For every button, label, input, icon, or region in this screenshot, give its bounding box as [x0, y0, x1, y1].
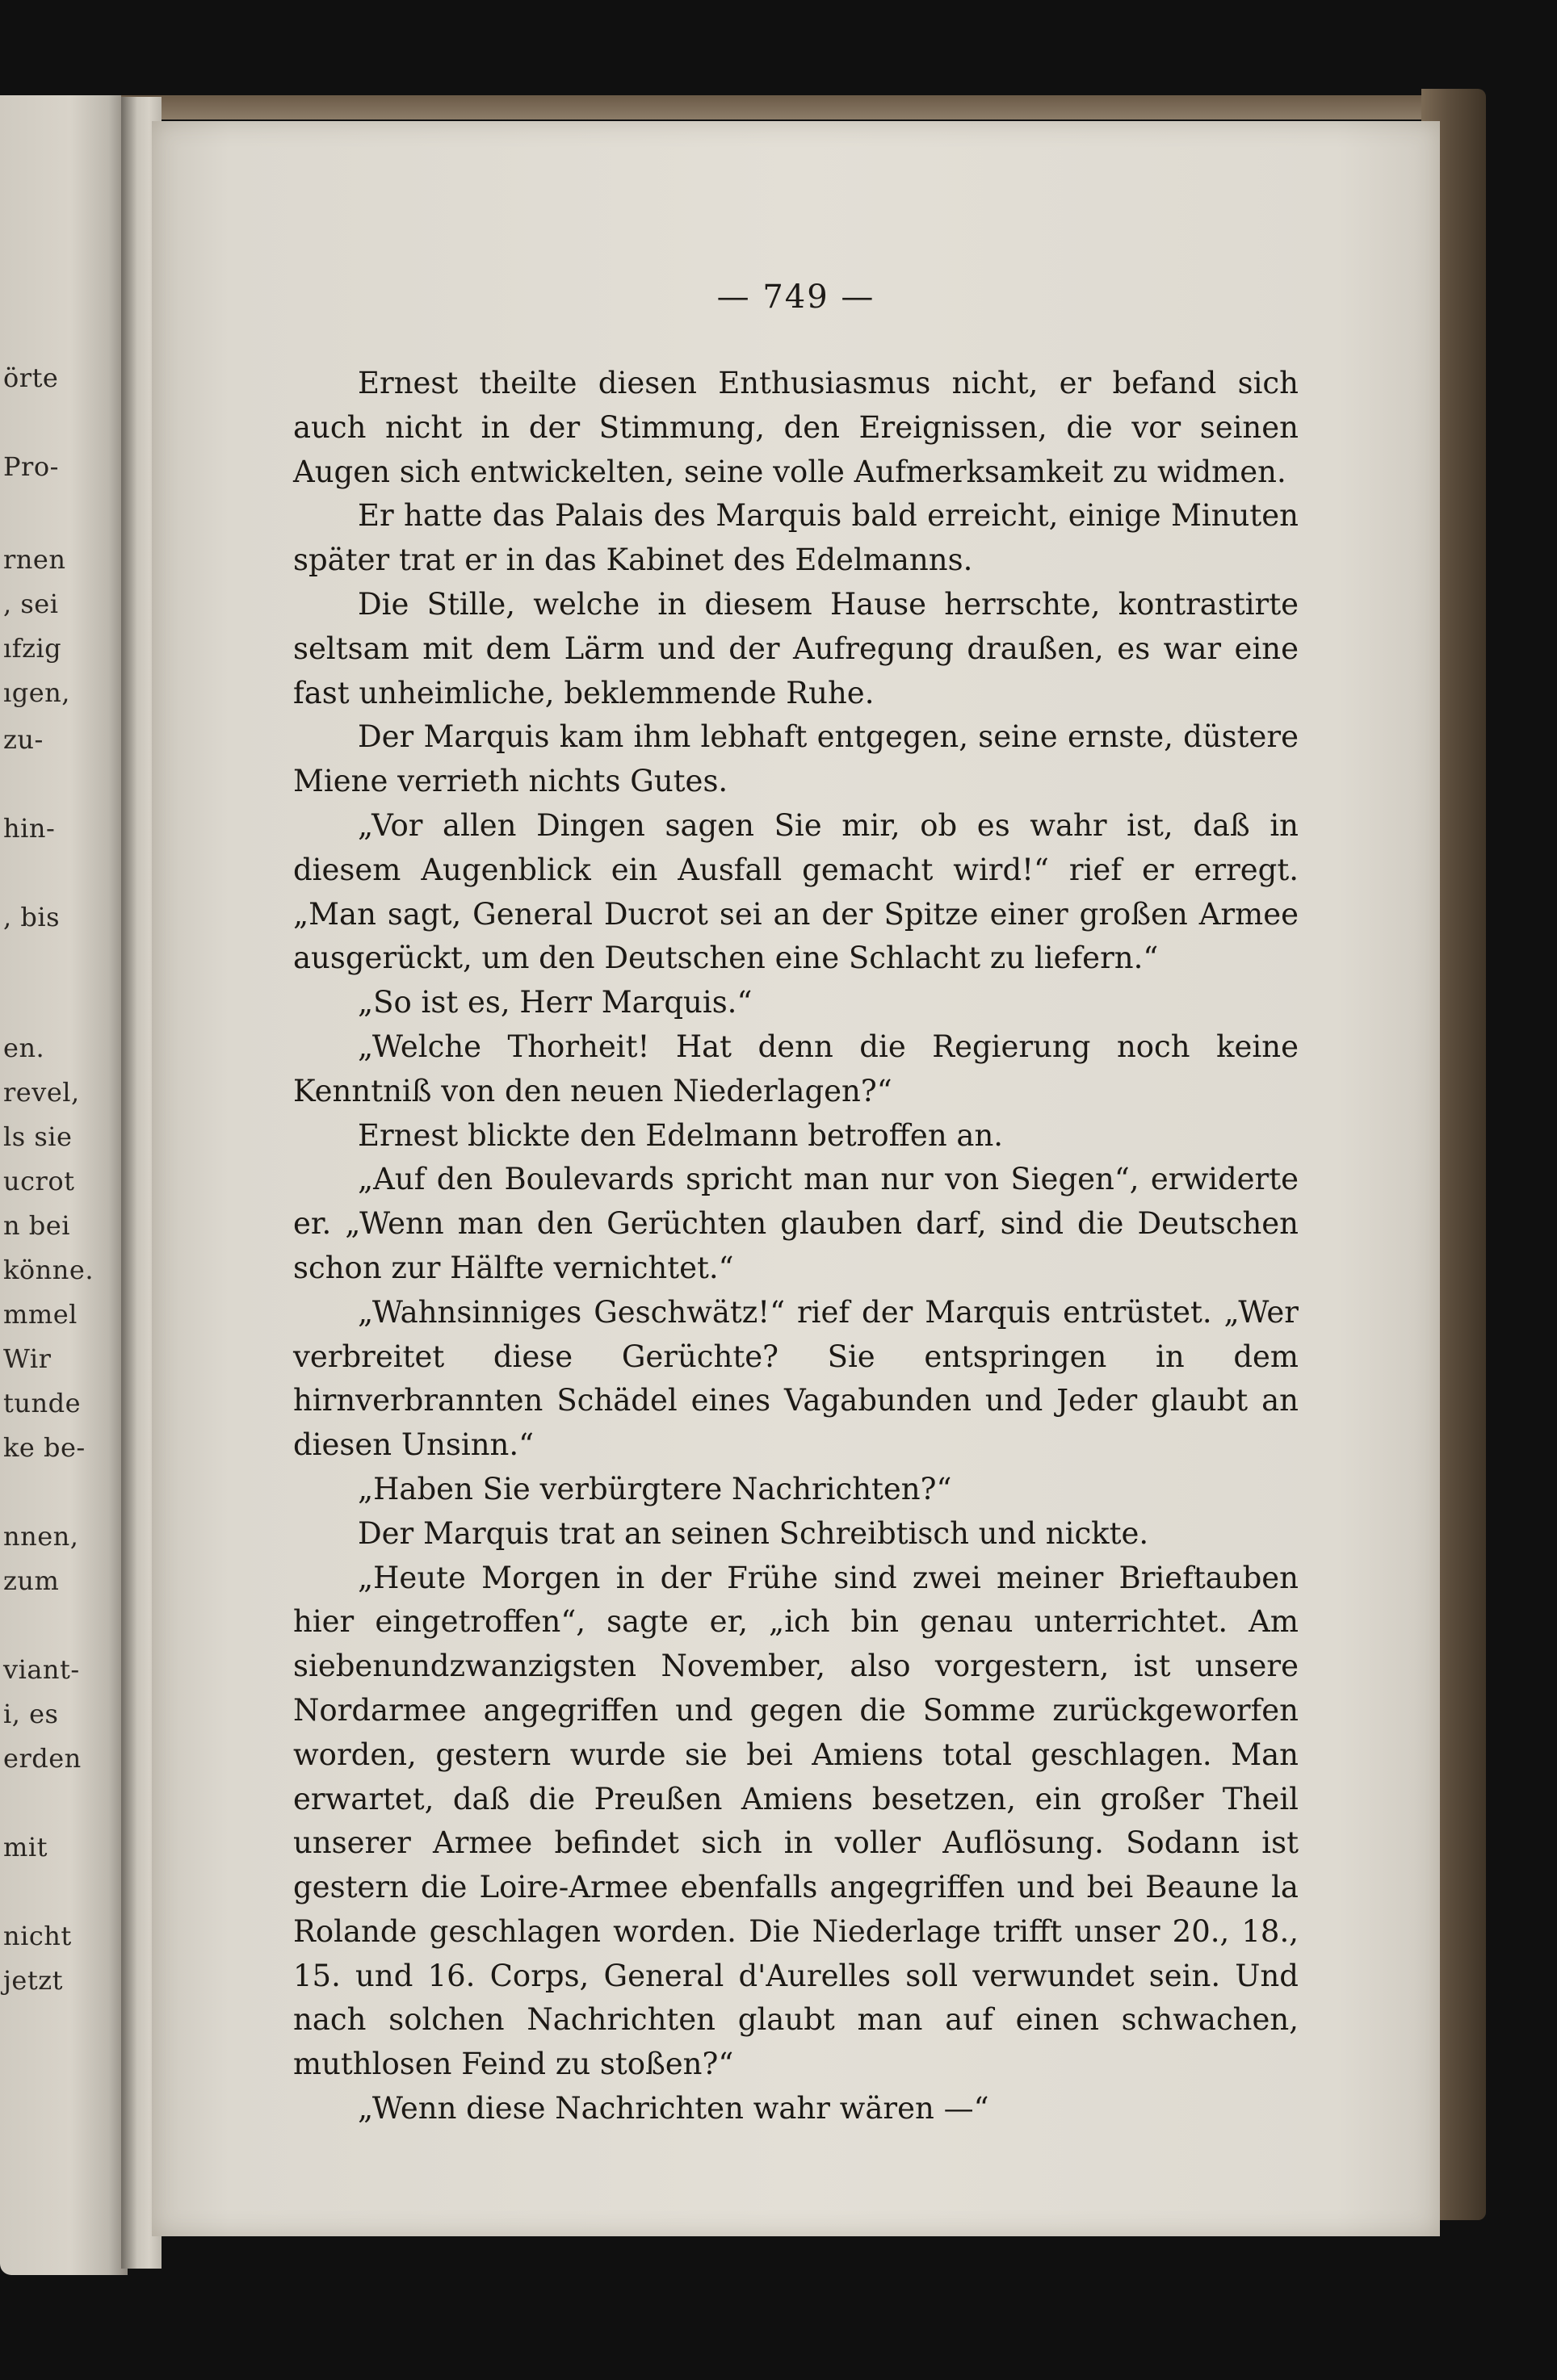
left-page-fragment: könne.	[3, 1255, 94, 1285]
left-page-fragment: nnen,	[3, 1521, 79, 1552]
left-page-fragment: , bis	[3, 902, 60, 932]
left-page-fragment: ke be-	[3, 1432, 86, 1463]
left-page-fragment: tunde	[3, 1388, 81, 1418]
paragraph: Er hatte das Palais des Marquis bald erreicht, einige Minuten später trat er in das Kabinet des Edelmanns.	[293, 498, 1299, 578]
left-page-fragment: ıgen,	[3, 677, 70, 708]
left-page-fragment: ls sie	[3, 1121, 73, 1152]
left-page-fragment: zu-	[3, 724, 44, 755]
paragraph: „Haben Sie verbürgtere Nachrichten?“	[358, 1471, 952, 1506]
left-page-fragment: erden	[3, 1743, 82, 1774]
page-number: — 749 —	[716, 279, 875, 316]
left-page-fragment: i, es	[3, 1699, 59, 1729]
left-page-fragment: ıfzig	[3, 633, 62, 664]
paragraph: „Welche Thorheit! Hat denn die Regierung noch keine Kenntniß von den neuen Niederlagen?“	[293, 1029, 1299, 1108]
paragraph: „Auf den Boulevards spricht man nur von Siegen“, erwiderte er. „Wenn man den Gerüchten glauben darf, sind die Deutschen schon zur Hälfte vernichtet.“	[293, 1162, 1299, 1285]
left-page-fragment: rnen	[3, 544, 66, 575]
left-page-fragment: Pro-	[3, 451, 59, 482]
left-page-fragment: Wir	[3, 1343, 52, 1374]
paragraph: Der Marquis trat an seinen Schreibtisch und nickte.	[358, 1515, 1149, 1551]
paragraph: „So ist es, Herr Marquis.“	[358, 985, 753, 1020]
paragraph: „Wenn diese Nachrichten wahr wären —“	[358, 2091, 989, 2126]
left-page-fragment: viant-	[3, 1654, 80, 1685]
paragraph: Der Marquis kam ihm lebhaft entgegen, seine ernste, düstere Miene verrieth nichts Gutes.	[293, 719, 1299, 799]
left-page-fragment: nicht	[3, 1921, 72, 1951]
left-page-fragment: mmel	[3, 1299, 78, 1330]
left-page-fragment: , sei	[3, 589, 59, 619]
paragraph: Ernest theilte diesen Enthusiasmus nicht, er befand sich auch nicht in der Stimmung, den Ereignissen, die vor seinen Augen sich entwickelten, seine volle Aufmerksamkeit zu widmen.	[293, 366, 1299, 489]
left-page-fragment: n bei	[3, 1210, 70, 1241]
paragraph: „Vor allen Dingen sagen Sie mir, ob es wahr ist, daß in diesem Augenblick ein Ausfall gemacht wird!“ rief er erregt. „Man sagt, General Ducrot sei an der Spitze einer großen Armee ausgerückt, um den Deutschen eine Schlacht zu liefern.“	[293, 807, 1299, 976]
left-page-fragment: revel,	[3, 1077, 80, 1108]
left-page-fragment: zum	[3, 1565, 60, 1596]
left-page-fragment: mit	[3, 1832, 48, 1863]
paragraph: „Wahnsinniges Geschwätz!“ rief der Marquis entrüstet. „Wer verbreitet diese Gerüchte? Sie entspringen in dem hirnverbrannten Schädel eines Vagabunden und Jeder glaubt an diesen Unsinn.“	[293, 1294, 1299, 1463]
right-page	[152, 121, 1440, 2236]
paragraph: Ernest blickte den Edelmann betroffen an.	[358, 1117, 1004, 1153]
left-page-fragment: en.	[3, 1033, 45, 1063]
paragraph: Die Stille, welche in diesem Hause herrschte, kontrastirte seltsam mit dem Lärm und der Aufregung draußen, es war eine fast unheimliche, beklemmende Ruhe.	[293, 586, 1299, 710]
left-page-fragment: örte	[3, 362, 59, 393]
left-page-fragment: ucrot	[3, 1166, 75, 1196]
body-text	[293, 362, 1299, 2131]
left-page-fragment: jetzt	[3, 1965, 63, 1996]
left-page-fragment: hin-	[3, 813, 56, 844]
paragraph: „Heute Morgen in der Frühe sind zwei meiner Brieftauben hier eingetroffen“, sagte er, „ich bin genau unterrichtet. Am siebenundzwanzigsten November, also vorgestern, ist unsere Nordarmee angegriffen und gegen die Somme zurückgeworfen worden, gestern wurde sie bei Amiens total geschlagen. Man erwartet, daß die Preußen Amiens besetzen, ein großer Theil unserer Armee befindet sich in voller Auflösung. Sodann ist gestern die Loire-Armee ebenfalls angegriffen und bei Beaune la Rolande geschlagen worden. Die Niederlage trifft unser 20., 18., 15. und 16. Corps, General d'Aurelles soll verwundet sein. Und nach solchen Nachrichten glaubt man auf einen schwachen, muthlosen Feind zu stoßen?“	[293, 1560, 1299, 2082]
left-page	[0, 95, 128, 2275]
book-top-edge	[121, 95, 1454, 119]
